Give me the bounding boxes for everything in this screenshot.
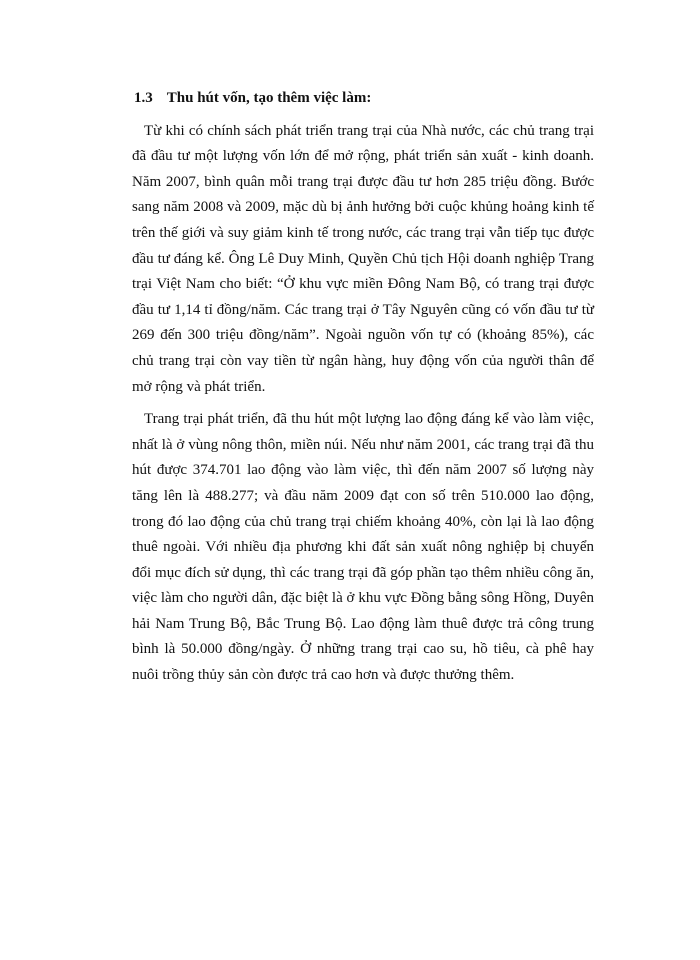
paragraph-investment: Từ khi có chính sách phát triển trang trại của Nhà nước, các chủ trang trại đã đầu tư một lượng vốn lớn để mở rộng, phát triển sản xuất - kinh doanh. Năm 2007, bình quân mỗi trang trại được đầu tư hơn 285 triệu đồng. Bước sang năm 2008 và 2009, mặc dù bị ảnh hưởng bởi cuộc khủng hoảng kinh tế trên thế giới và suy giảm kinh tế trong nước, các trang trại vẫn tiếp tục được đầu tư đáng kể. Ông Lê Duy Minh, Quyền Chủ tịch Hội doanh nghiệp Trang trại Việt Nam cho biết: “Ở khu vực miền Đông Nam Bộ, có trang trại được đầu tư 1,14 tỉ đồng/năm. Các trang trại ở Tây Nguyên cũng có vốn đầu tư từ 269 đến 300 triệu đồng/năm”. Ngoài nguồn vốn tự có (khoảng 85%), các chủ trang trại còn vay tiền từ ngân hàng, huy động vốn của người thân để mở rộng và phát triển. [132, 122, 594, 395]
paragraph-employment: Trang trại phát triển, đã thu hút một lượng lao động đáng kể vào làm việc, nhất là ở vùng nông thôn, miền núi. Nếu như năm 2001, các trang trại đã thu hút được 374.701 lao động vào làm việc, thì đến năm 2007 số lượng này tăng lên là 488.277; và đầu năm 2009 đạt con số trên 510.000 lao động, trong đó lao động của chủ trang trại chiếm khoảng 40%, còn lại là lao động thuê ngoài. Với nhiều địa phương khi đất sản xuất nông nghiệp bị chuyển đổi mục đích sử dụng, thì các trang trại đã góp phần tạo thêm nhiều công ăn, việc làm cho người dân, đặc biệt là ở khu vực Đồng bằng sông Hồng, Duyên hải Nam Trung Bộ, Bắc Trung Bộ. Lao động làm thuê được trả công trung bình là 50.000 đồng/ngày. Ở những trang trại cao su, hồ tiêu, cà phê hay nuôi trồng thủy sản còn được trả cao hơn và được thưởng thêm. [132, 411, 594, 684]
page-content [132, 86, 594, 689]
section-heading [134, 86, 594, 112]
section-number: 1.3 [134, 90, 153, 106]
section-title: Thu hút vốn, tạo thêm việc làm: [166, 90, 372, 106]
